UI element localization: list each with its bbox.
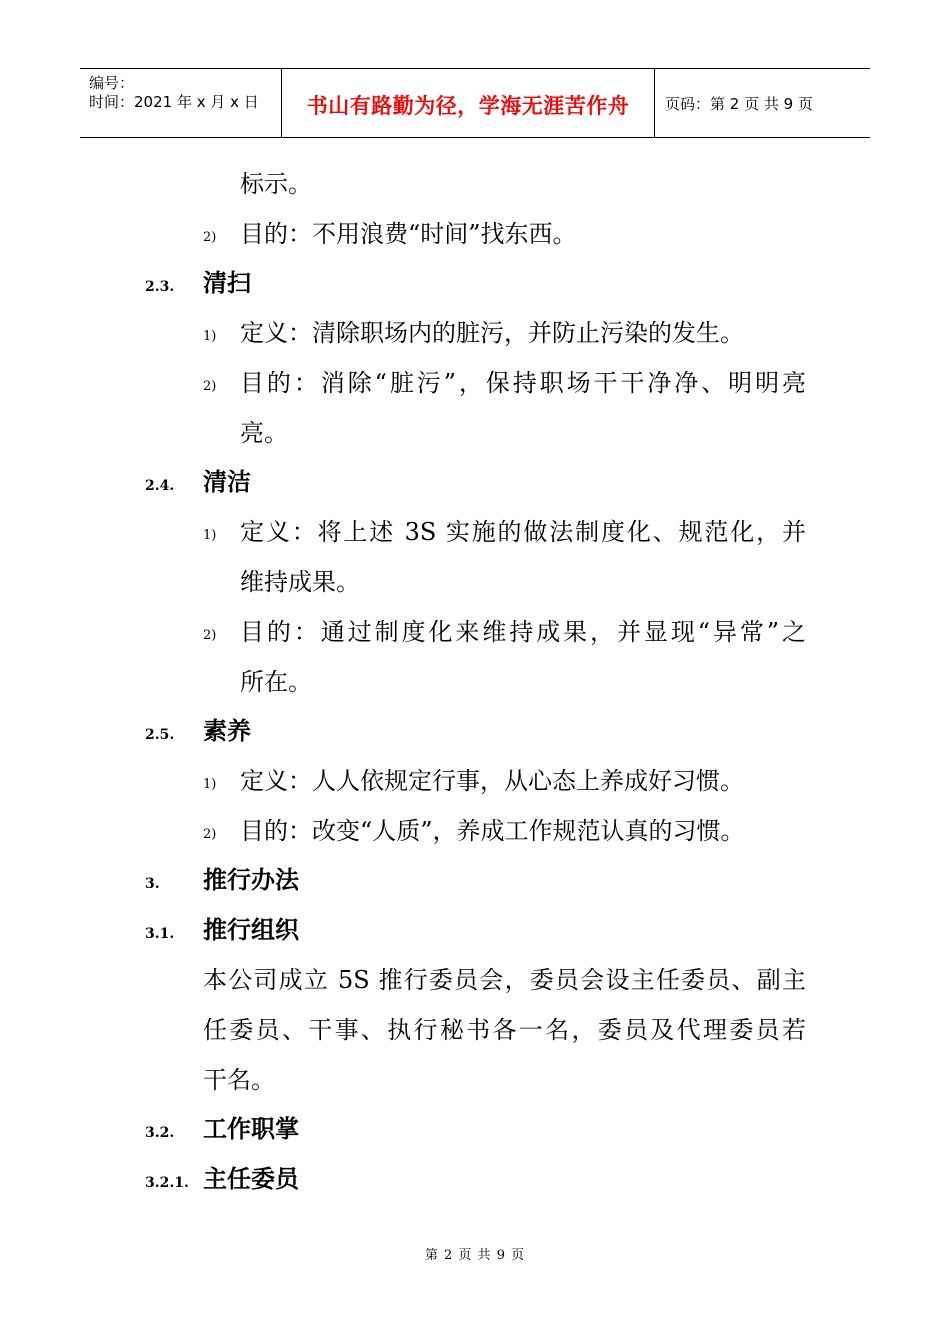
section-number: 2.3. xyxy=(145,279,175,295)
text-line: 目的：消除“脏污”，保持职场干干净净、明明亮 xyxy=(240,369,806,397)
section-number: 3.1. xyxy=(145,926,175,942)
list-number: 2) xyxy=(203,827,217,842)
section-heading: 主任委员 xyxy=(203,1165,299,1193)
header-time-label: 时间：2021 年 x 月 x 日 xyxy=(89,93,259,111)
section-number: 2.5. xyxy=(145,727,175,743)
header-page-cell xyxy=(655,69,870,137)
header-motto: 书山有路勤为径，学海无涯苦作舟 xyxy=(306,94,630,118)
text-line: 定义：人人依规定行事，从心态上养成好习惯。 xyxy=(240,767,744,795)
header-number-label: 编号： xyxy=(89,74,135,92)
section-heading: 素养 xyxy=(203,717,251,745)
section-heading: 推行组织 xyxy=(203,916,299,944)
section-number: 3. xyxy=(145,876,160,892)
section-number: 3.2. xyxy=(145,1125,175,1141)
section-number: 2.4. xyxy=(145,478,175,494)
text-line: 定义：将上述 3S 实施的做法制度化、规范化，并 xyxy=(240,518,806,546)
header-page-label: 页码：第 2 页 共 9 页 xyxy=(665,95,813,113)
text-line: 目的：不用浪费“时间”找东西。 xyxy=(240,220,577,248)
list-number: 1) xyxy=(203,777,217,792)
header-motto-cell xyxy=(282,69,655,137)
text-line: 任委员、干事、执行秘书各一名，委员及代理委员若 xyxy=(203,1016,806,1044)
list-number: 2) xyxy=(203,628,217,643)
list-number: 2) xyxy=(203,230,217,245)
header-meta-cell xyxy=(80,69,282,137)
list-number: 2) xyxy=(203,379,217,394)
text-line: 定义：清除职场内的脏污，并防止污染的发生。 xyxy=(240,319,744,347)
section-number: 3.2.1. xyxy=(145,1175,189,1191)
text-line: 标示。 xyxy=(240,170,312,198)
list-number: 1) xyxy=(203,528,217,543)
text-line: 所在。 xyxy=(240,668,312,696)
page-footer: 第 2 页 共 9 页 xyxy=(424,1248,526,1263)
text-line: 目的：改变“人质”，养成工作规范认真的习惯。 xyxy=(240,817,745,845)
text-line: 干名。 xyxy=(203,1066,275,1094)
list-number: 1) xyxy=(203,329,217,344)
document-header xyxy=(80,68,870,138)
text-line: 维持成果。 xyxy=(240,568,360,596)
section-heading: 推行办法 xyxy=(203,866,299,894)
text-line: 亮。 xyxy=(240,419,288,447)
section-heading: 清扫 xyxy=(203,269,251,297)
section-heading: 清洁 xyxy=(203,468,251,496)
section-heading: 工作职掌 xyxy=(203,1115,299,1143)
text-line: 目的：通过制度化来维持成果，并显现“异常”之 xyxy=(240,618,806,646)
text-line: 本公司成立 5S 推行委员会，委员会设主任委员、副主 xyxy=(203,966,806,994)
